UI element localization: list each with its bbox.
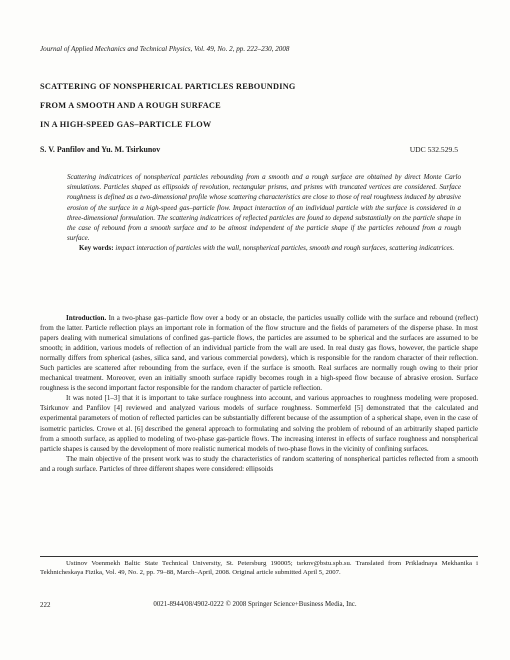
title-line-3: IN A HIGH-SPEED GAS–PARTICLE FLOW — [40, 120, 212, 129]
intro-heading: Introduction. — [66, 314, 107, 322]
abstract — [67, 172, 461, 254]
copyright-line: 0021-8944/08/4902-0222 © 2008 Springer Science+Business Media, Inc. — [153, 601, 357, 608]
journal-reference: Journal of Applied Mechanics and Technical Physics, Vol. 49, No. 2, pp. 222–230, 2008 — [40, 45, 290, 53]
keywords-text: impact interaction of particles with the wall, nonspherical particles, smooth and rough surfaces, scattering indicatrices. — [115, 244, 455, 253]
footnote-rule — [40, 556, 478, 557]
title-line-1: SCATTERING OF NONSPHERICAL PARTICLES REBOUNDING — [40, 82, 296, 91]
footnote: Ustinov Voenmekh Baltic State Technical University, St. Petersburg 190005; tsrknv@bstu.spb.su. Translated from Prikladnaya Mekhanika i Tekhnicheskaya Fizika, Vol. 49, No. 2, pp. 79–88, March–April, 2008. Original article submitted April 5, 2007. — [40, 560, 478, 576]
udc-code: UDC 532.529.5 — [409, 145, 458, 154]
title-line-2: FROM A SMOOTH AND A ROUGH SURFACE — [40, 101, 221, 110]
authors: S. V. Panfilov and Yu. M. Tsirkunov — [40, 145, 161, 154]
keywords-label: Key words: — [79, 244, 114, 253]
abstract-text: Scattering indicatrices of nonspherical particles rebounding from a smooth and a rough surface are obtained by direct Monte Carlo simulations. Particles shaped as ellipsoids of revolution, rectangular prisms, and prisms with truncated vertices are considered. Surface roughness is defined as a two-dimensional profile whose scattering characteristics are close to those of real roughness induced by abrasive erosion of the surface in a high-speed gas–particle flow. Impact interaction of an individual particle with the surface is considered in a three-dimensional formulation. The scattering indicatrices of reflected particles are found to depend substantially on the particle shape in the case of rebound from a smooth surface and to be almost independent of the particle shape if the particles rebound from a rough surface. — [67, 173, 461, 243]
paragraph-3: The main objective of the present work was to study the characteristics of random scattering of nonspherical particles reflected from a smooth and a rough surface. Particles of three different shapes were considered: ellipsoids — [40, 454, 478, 473]
paragraph-2: It was noted [1–3] that it is important to take surface roughness into account, and various approaches to roughness modeling were proposed. Tsirkunov and Panfilov [4] reviewed and analyzed various models of surface roughness. Sommerfeld [5] demonstrated that the calculated and experimental parameters of motion of reflected particles can be substantially different because of the assumption of a spherical shape, even in the case of isometric particles. Crowe et al. [6] described the general approach to formulating and solving the problem of rebound of an arbitrarily shaped particle from a smooth surface, as applied to modeling of two-phase gas-particle flows. The increasing interest in effects of surface roughness and nonspherical particle shapes is caused by the development of more realistic numerical models of two-phase flows in the vicinity of confining surfaces. — [40, 394, 478, 453]
paragraph-intro — [40, 313, 478, 393]
keywords — [67, 243, 461, 253]
body-text — [40, 313, 478, 474]
page-number: 222 — [40, 601, 51, 609]
paragraph-1-text: In a two-phase gas–particle flow over a body or an obstacle, the particles usually collide with the surface and rebound (reflect) from the latter. Particle reflection plays an important role in formation of the flow structure and the fields of parameters of the disperse phase. In most papers dealing with numerical simulations of confined gas–particle flows, the particles are assumed to be spherical and the surfaces are assumed to be smooth; in addition, various models of reflection of an individual particle from the wall are used. In real dusty gas flows, however, the particle shape normally differs from spherical (ashes, silica sand, and various commercial powders), which is responsible for the random character of their reflection. Such particles are scattered after rebounding from the surface, even if the surface is smooth. Real surfaces are normally rough owing to their prior mechanical treatment. Moreover, even an initially smooth surface rapidly becomes rough in a high-speed flow because of abrasive erosion. Surface roughness is the second important factor responsible for the random character of particle reflection. — [40, 314, 478, 393]
